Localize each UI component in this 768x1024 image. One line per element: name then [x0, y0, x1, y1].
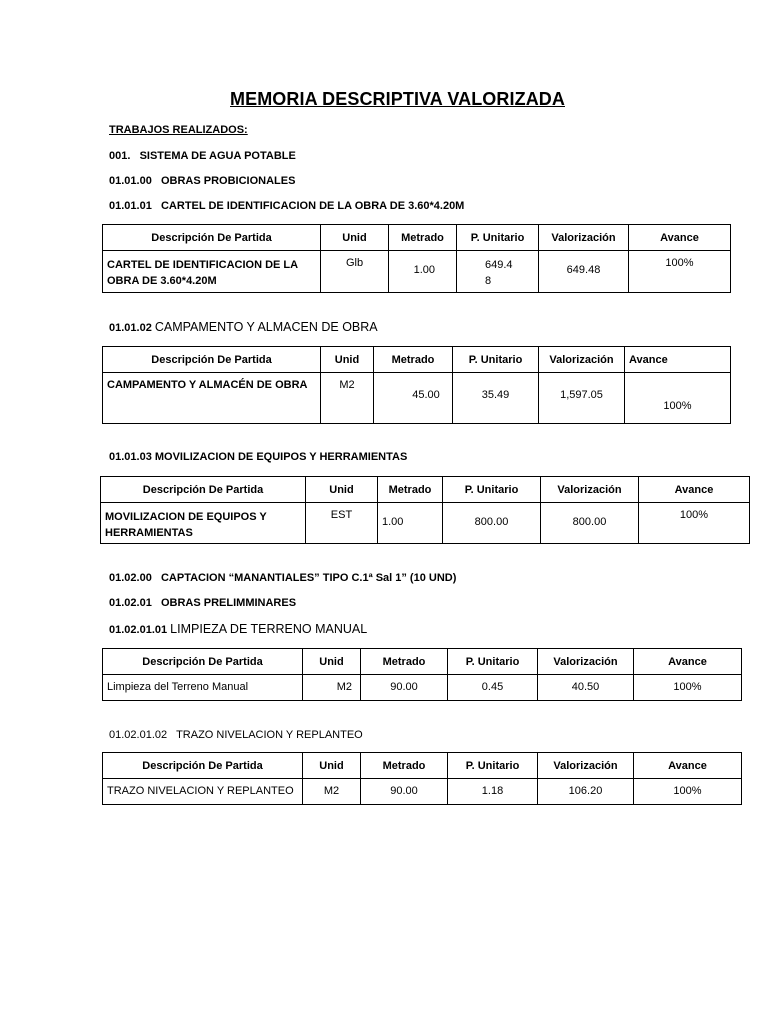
cell-unid: M2: [321, 373, 374, 424]
col-descripcion: Descripción De Partida: [103, 347, 321, 373]
cell-metrado: 1.00: [378, 503, 443, 544]
heading-text: LIMPIEZA DE TERRENO MANUAL: [170, 622, 368, 636]
table-row: [101, 503, 750, 544]
col-valorizacion: Valorización: [539, 225, 629, 251]
table-row: [103, 251, 731, 293]
heading-01-01-01: 01.01.01 CARTEL DE IDENTIFICACION DE LA OBRA DE 3.60*4.20M: [109, 200, 465, 212]
col-valorizacion: Valorización: [541, 477, 639, 503]
col-avance: Avance: [629, 225, 731, 251]
heading-code: 01.02.01.01: [109, 624, 171, 636]
cell-unid: EST: [306, 503, 378, 544]
cell-descripcion: TRAZO NIVELACION Y REPLANTEO: [103, 779, 303, 805]
heading-text: CAMPAMENTO Y ALMACEN DE OBRA: [154, 320, 378, 334]
col-unid: Unid: [321, 347, 374, 373]
col-metrado: Metrado: [378, 477, 443, 503]
heading-01-01-03: 01.01.03 MOVILIZACION DE EQUIPOS Y HERRAMIENTAS: [109, 451, 408, 463]
col-valorizacion: Valorización: [538, 649, 634, 675]
cell-valorizacion: 40.50: [538, 675, 634, 701]
cell-unid: M2: [303, 779, 361, 805]
cell-unitario-line2: 8: [485, 275, 492, 287]
col-avance: Avance: [634, 753, 742, 779]
col-unitario: P. Unitario: [457, 225, 539, 251]
col-descripcion: Descripción De Partida: [103, 225, 321, 251]
col-unitario: P. Unitario: [443, 477, 541, 503]
table-movilizacion: [100, 476, 750, 544]
cell-unid: M2: [303, 675, 361, 701]
cell-unid: Glb: [321, 251, 389, 293]
col-unitario: P. Unitario: [453, 347, 539, 373]
cell-metrado: 45.00: [374, 373, 453, 424]
col-unitario: P. Unitario: [448, 753, 538, 779]
col-avance: Avance: [625, 347, 731, 373]
cell-metrado: 90.00: [361, 675, 448, 701]
table-trazo: [102, 752, 742, 805]
col-descripcion: Descripción De Partida: [101, 477, 306, 503]
heading-01-02-01-01: [109, 622, 367, 636]
table-row: [103, 675, 742, 701]
heading-01-02-01-02: 01.02.01.02 TRAZO NIVELACION Y REPLANTEO: [109, 729, 363, 741]
table-campamento: [102, 346, 731, 424]
col-metrado: Metrado: [361, 649, 448, 675]
col-unid: Unid: [321, 225, 389, 251]
cell-unitario: 0.45: [448, 675, 538, 701]
cell-unitario-line1: 649.4: [485, 259, 513, 271]
col-avance: Avance: [634, 649, 742, 675]
col-unitario: P. Unitario: [448, 649, 538, 675]
heading-001: 001. SISTEMA DE AGUA POTABLE: [109, 150, 296, 162]
cell-valorizacion: 106.20: [538, 779, 634, 805]
cell-descripcion: MOVILIZACION DE EQUIPOS Y HERRAMIENTAS: [101, 503, 306, 544]
col-avance: Avance: [639, 477, 750, 503]
col-metrado: Metrado: [389, 225, 457, 251]
table-row: [103, 779, 742, 805]
document-title: MEMORIA DESCRIPTIVA VALORIZADA: [230, 89, 565, 109]
cell-avance: 100%: [639, 503, 750, 544]
cell-avance: 100%: [634, 779, 742, 805]
cell-valorizacion: 649.48: [539, 251, 629, 293]
col-unid: Unid: [303, 649, 361, 675]
table-header-row: [101, 477, 750, 503]
cell-avance: 100%: [634, 675, 742, 701]
table-header-row: [103, 649, 742, 675]
col-descripcion: Descripción De Partida: [103, 649, 303, 675]
heading-code: 01.01.02: [109, 322, 155, 334]
table-header-row: [103, 753, 742, 779]
table-limpieza: [102, 648, 742, 701]
cell-avance: 100%: [625, 373, 731, 424]
col-unid: Unid: [303, 753, 361, 779]
cell-descripcion: CARTEL DE IDENTIFICACION DE LA OBRA DE 3.60*4.20M: [103, 251, 321, 293]
cell-valorizacion: 800.00: [541, 503, 639, 544]
cell-descripcion: Limpieza del Terreno Manual: [103, 675, 303, 701]
cell-avance: 100%: [629, 251, 731, 293]
cell-unitario: 1.18: [448, 779, 538, 805]
cell-metrado: 90.00: [361, 779, 448, 805]
col-descripcion: Descripción De Partida: [103, 753, 303, 779]
cell-unitario: [457, 251, 539, 293]
table-header-row: [103, 225, 731, 251]
table-header-row: [103, 347, 731, 373]
cell-valorizacion: 1,597.05: [539, 373, 625, 424]
heading-01-01-00: 01.01.00 OBRAS PROBICIONALES: [109, 175, 296, 187]
col-unid: Unid: [306, 477, 378, 503]
heading-01-02-00: 01.02.00 CAPTACION “MANANTIALES” TIPO C.1ª Sal 1” (10 UND): [109, 572, 457, 584]
cell-metrado: 1.00: [389, 251, 457, 293]
cell-unitario: 35.49: [453, 373, 539, 424]
col-metrado: Metrado: [361, 753, 448, 779]
heading-01-01-02: [109, 320, 378, 334]
heading-trabajos-realizados: TRABAJOS REALIZADOS:: [109, 124, 248, 136]
cell-descripcion: CAMPAMENTO Y ALMACÉN DE OBRA: [103, 373, 321, 424]
col-valorizacion: Valorización: [538, 753, 634, 779]
col-metrado: Metrado: [374, 347, 453, 373]
table-cartel: [102, 224, 731, 293]
heading-01-02-01: 01.02.01 OBRAS PRELIMMINARES: [109, 597, 297, 609]
col-valorizacion: Valorización: [539, 347, 625, 373]
cell-unitario: 800.00: [443, 503, 541, 544]
table-row: [103, 373, 731, 424]
